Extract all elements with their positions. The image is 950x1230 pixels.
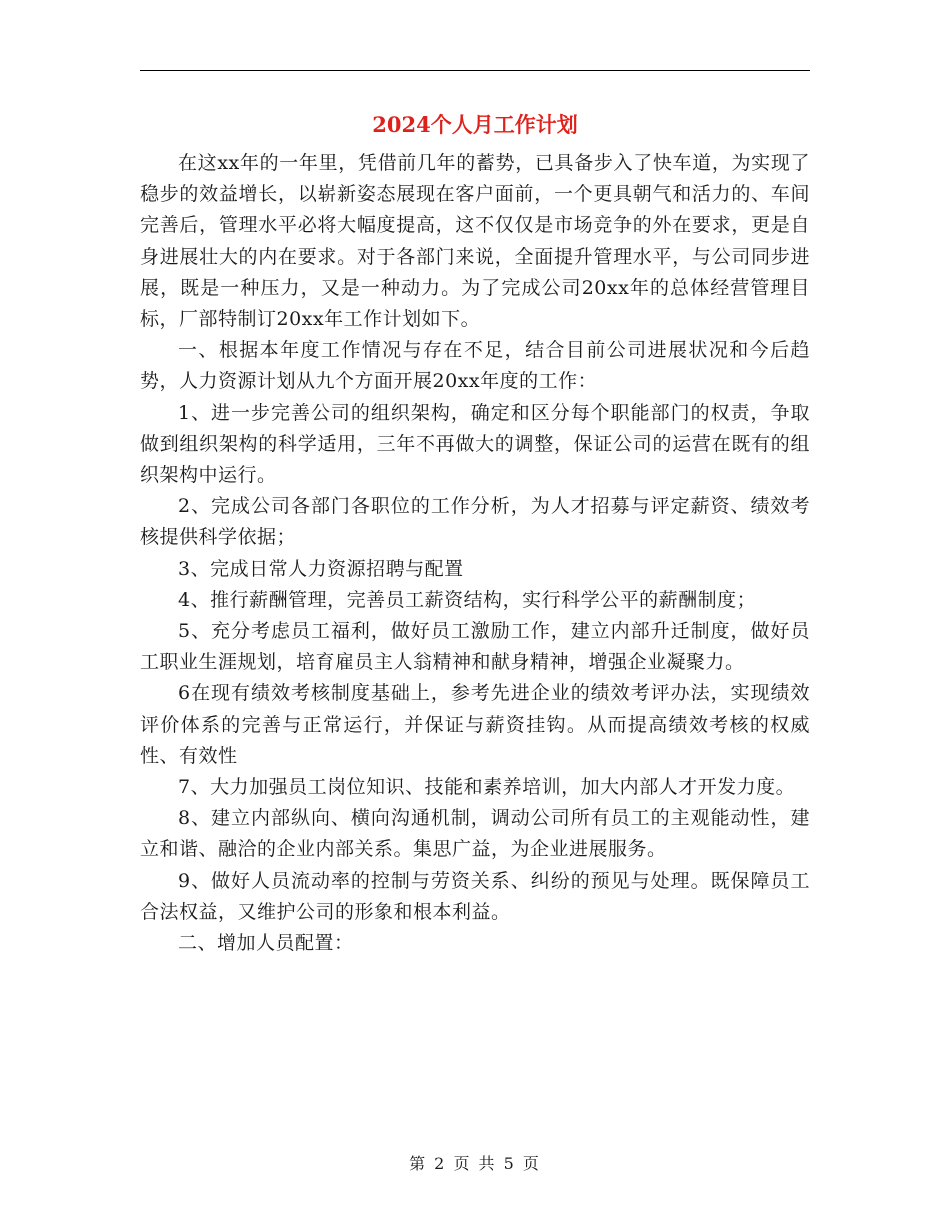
page-number: 第 2 页 共 5 页 <box>409 1154 541 1173</box>
paragraph-item-5: 5、充分考虑员工福利，做好员工激励工作，建立内部升迁制度，做好员工职业生涯规划，培育雇员主人翁精神和献身精神，增强企业凝聚力。 <box>140 620 810 674</box>
document-body <box>140 148 810 959</box>
paragraph-item-1: 1、进一步完善公司的组织架构，确定和区分每个职能部门的权责，争取做到组织架构的科学适用，三年不再做大的调整，保证公司的运营在既有的组织架构中运行。 <box>140 401 810 487</box>
paragraph-item-8: 8、建立内部纵向、横向沟通机制，调动公司所有员工的主观能动性，建立和谐、融洽的企业内部关系。集思广益，为企业进展服务。 <box>140 807 810 861</box>
paragraph-item-9: 9、做好人员流动率的控制与劳资关系、纠纷的预见与处理。既保障员工合法权益，又维护公司的形象和根本利益。 <box>140 869 810 923</box>
paragraph-item-3: 3、完成日常人力资源招聘与配置 <box>178 557 464 580</box>
document-title: 2024个人月工作计划 <box>372 112 578 137</box>
paragraph-item-2: 2、完成公司各部门各职位的工作分析，为人才招募与评定薪资、绩效考核提供科学依据； <box>140 495 810 549</box>
paragraph-item-4: 4、推行薪酬管理，完善员工薪资结构，实行科学公平的薪酬制度； <box>178 588 757 611</box>
paragraph-item-6: 6在现有绩效考核制度基础上，参考先进企业的绩效考评办法，实现绩效评价体系的完善与正常运行，并保证与薪资挂钩。从而提高绩效考核的权威性、有效性 <box>140 682 810 767</box>
header-rule <box>140 70 810 71</box>
paragraph-item-7: 7、大力加强员工岗位知识、技能和素养培训，加大内部人才开发力度。 <box>178 776 796 799</box>
paragraph-section-two: 二、增加人员配置： <box>178 932 354 955</box>
paragraph-section-one: 一、根据本年度工作情况与存在不足，结合目前公司进展状况和今后趋势，人力资源计划从九个方面开展20xx年度的工作： <box>140 339 810 393</box>
paragraph-intro: 在这xx年的一年里，凭借前几年的蓄势，已具备步入了快车道，为实现了稳步的效益增长，以崭新姿态展现在客户面前，一个更具朝气和活力的、车间完善后，管理水平必将大幅度提高，这不仅仅是市场竞争的外在要求，更是自身进展壮大的内在要求。对于各部门来说，全面提升管理水平，与公司同步进展，既是一种压力，又是一种动力。为了完成公司20xx年的总体经营管理目标，厂部特制订20xx年工作计划如下。 <box>140 152 810 331</box>
